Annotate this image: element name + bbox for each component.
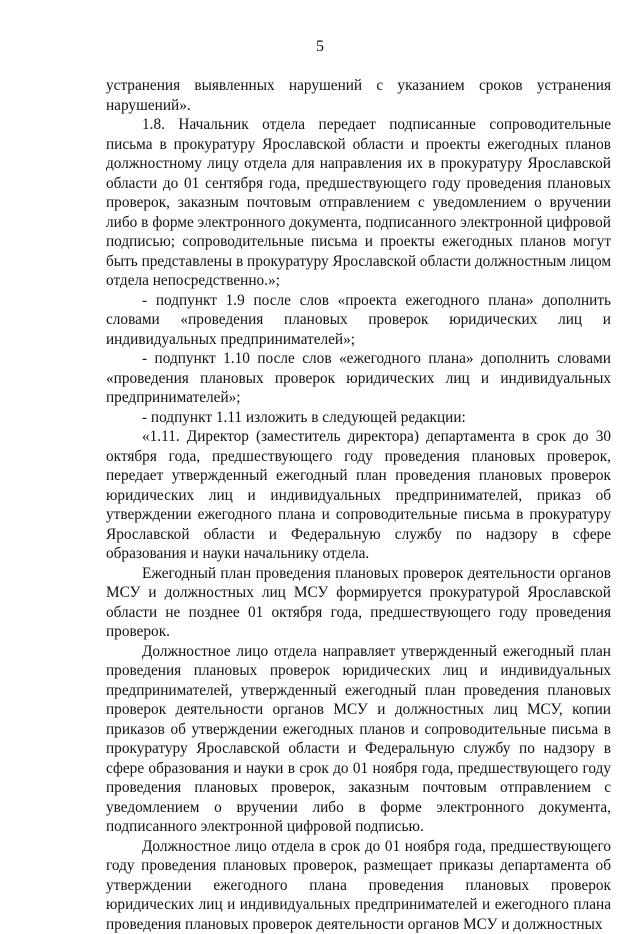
paragraph-6: «1.11. Директор (заместитель директора) департамента в срок до 30 октября года, предшествующего году проведения плановых проверок, передает утвержденный ежегодный план проведения плановых проверок юридических лиц и индивидуальных предпринимателей, приказ об утверждении ежегодного плана и сопроводительные письма в прокуратуру Ярославской области и Федеральную службу по надзору в сфере образования и науки начальнику отдела. xyxy=(106,427,611,564)
paragraph-3: - подпункт 1.9 после слов «проекта ежегодного плана» дополнить словами «проведения плановых проверок юридических лиц и индивидуальных предпринимателей»; xyxy=(106,291,611,350)
document-body xyxy=(106,76,611,934)
paragraph-1: устранения выявленных нарушений с указанием сроков устранения нарушений». xyxy=(106,76,611,115)
paragraph-7: Ежегодный план проведения плановых проверок деятельности органов МСУ и должностных лиц МСУ формируется прокуратурой Ярославской области не позднее 01 октября года, предшествующего году проведения проверок. xyxy=(106,564,611,642)
page-number: 5 xyxy=(0,38,640,56)
paragraph-2: 1.8. Начальник отдела передает подписанные сопроводительные письма в прокуратуру Ярославской области и проекты ежегодных планов должностному лицу отдела для направления их в прокуратуру Ярославской области до 01 сентября года, предшествующего году проведения плановых проверок, заказным почтовым отправлением с уведомлением о вручении либо в форме электронного документа, подписанного электронной цифровой подписью; сопроводительные письма и проекты ежегодных планов могут быть представлены в прокуратуру Ярославской области должностным лицом отдела непосредственно.»; xyxy=(106,115,611,291)
paragraph-8: Должностное лицо отдела направляет утвержденный ежегодный план проведения плановых проверок юридических лиц и индивидуальных предпринимателей, утвержденный ежегодный план проведения плановых проверок деятельности органов МСУ и должностных лиц МСУ, копии приказов об утверждении ежегодных планов и сопроводительные письма в прокуратуру Ярославской области и Федеральную службу по надзору в сфере образования и науки в срок до 01 ноября года, предшествующего году проведения плановых проверок, заказным почтовым отправлением с уведомлением о вручении либо в форме электронного документа, подписанного электронной цифровой подписью. xyxy=(106,642,611,837)
paragraph-5: - подпункт 1.11 изложить в следующей редакции: xyxy=(106,408,611,428)
paragraph-4: - подпункт 1.10 после слов «ежегодного плана» дополнить словами «проведения плановых проверок юридических лиц и индивидуальных предпринимателей»; xyxy=(106,349,611,408)
paragraph-9: Должностное лицо отдела в срок до 01 ноября года, предшествующего году проведения плановых проверок, размещает приказы департамента об утверждении ежегодного плана проведения плановых проверок юридических лиц и индивидуальных предпринимателей и ежегодного плана проведения плановых проверок деятельности органов МСУ и должностных xyxy=(106,837,611,934)
